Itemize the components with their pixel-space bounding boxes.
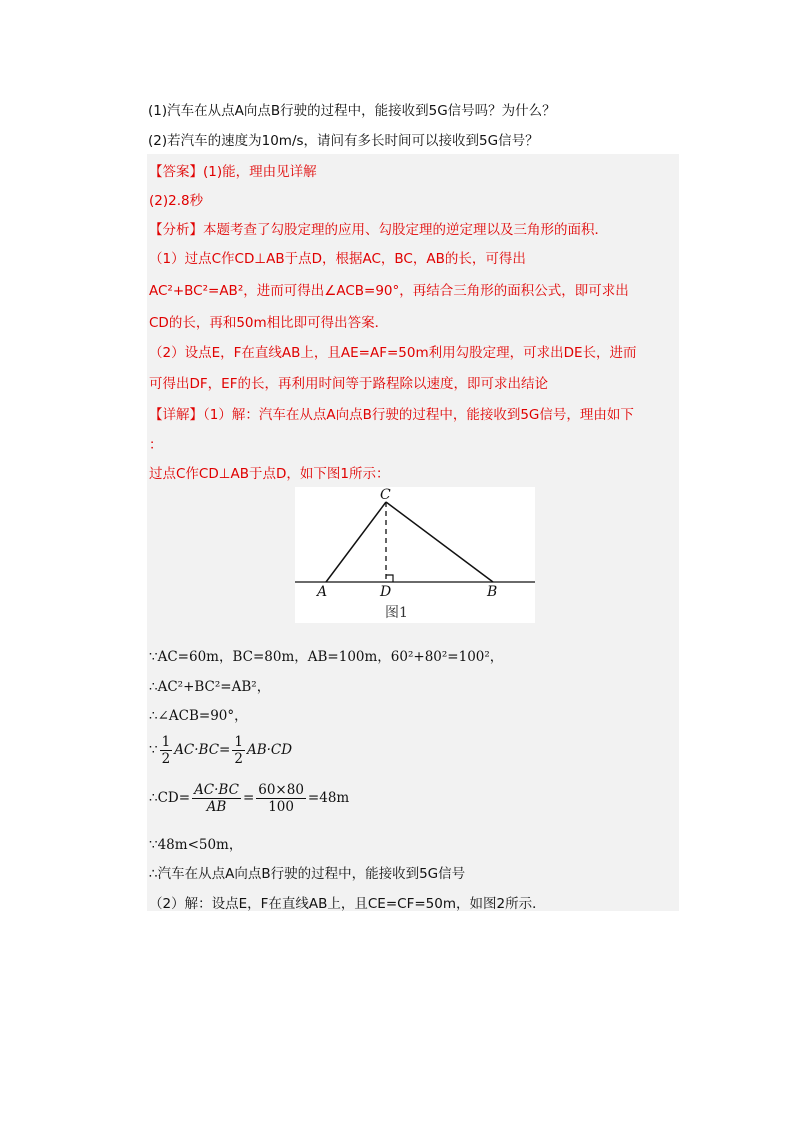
answer-line-1: 【答案】(1)能，理由见详解 [149, 164, 317, 180]
frac-num: 1 [234, 734, 243, 750]
frac-num: 1 [161, 734, 171, 750]
frac-den: 2 [234, 751, 243, 767]
frac-den: AB [206, 799, 227, 815]
label-a: A [317, 584, 328, 600]
label-b: B [487, 584, 498, 600]
analysis-p2-line2: 可得出DF，EF的长，再利用时间等于路程除以速度，即可求出结论 [149, 376, 548, 392]
step-4-mid: AC·BC= [174, 742, 231, 758]
answer-line-2: (2)2.8秒 [149, 193, 204, 209]
side-ac [326, 502, 386, 582]
triangle-diagram [295, 487, 535, 623]
fraction-half-2 [232, 734, 245, 767]
figure-caption: 图1 [385, 605, 408, 621]
right-angle-mark [386, 575, 393, 582]
analysis-p2-line1: （2）设点E，F在直线AB上，且AE=AF=50m利用勾股定理，可求出DE长，进而 [149, 345, 637, 361]
question-1: (1)汽车在从点A向点B行驶的过程中，能接收到5G信号吗？为什么？ [148, 103, 556, 119]
frac-den: 100 [268, 799, 294, 815]
step-5-end: =48m [307, 790, 350, 806]
analysis-intro: 【分析】本题考查了勾股定理的应用、勾股定理的逆定理以及三角形的面积． [149, 222, 608, 238]
fraction-cd-1 [192, 782, 241, 815]
step-4 [149, 734, 292, 767]
figure-1 [295, 487, 535, 623]
label-c: C [380, 487, 391, 503]
frac-num: 60×80 [258, 782, 304, 798]
step-5-eq: = [242, 790, 255, 806]
step-5-prefix: ∴CD= [149, 790, 191, 806]
detail-p1-line1: 【详解】（1）解：汽车在从点A向点B行驶的过程中，能接收到5G信号，理由如下 [149, 407, 634, 423]
step-5 [149, 782, 349, 815]
step-1: ∵AC=60m，BC=80m，AB=100m，60²+80²=100²， [149, 649, 504, 665]
detail-p1-line2: ： [149, 437, 163, 453]
step-3: ∴∠ACB=90°， [149, 708, 248, 724]
fraction-half-1 [160, 734, 173, 767]
frac-num: AC·BC [194, 782, 239, 798]
step-4-prefix: ∵ [149, 742, 158, 758]
analysis-p1-line2: AC²+BC²=AB²，进而可得出∠ACB=90°，再结合三角形的面积公式，即可求出 [149, 283, 629, 299]
side-bc [386, 502, 493, 582]
label-d: D [380, 584, 392, 600]
step-6: ∵48m<50m， [149, 837, 243, 853]
analysis-p1-line1: （1）过点C作CD⊥AB于点D，根据AC，BC，AB的长，可得出 [149, 251, 526, 267]
analysis-p1-line3: CD的长，再和50m相比即可得出答案． [149, 315, 389, 331]
question-2: (2)若汽车的速度为10m/s，请问有多长时间可以接收到5G信号？ [148, 133, 539, 149]
step-2: ∴AC²+BC²=AB²， [149, 679, 271, 695]
detail-p2: 过点C作CD⊥AB于点D，如下图1所示： [149, 466, 390, 482]
step-4-end: AB·CD [246, 742, 293, 758]
frac-den: 2 [161, 751, 171, 767]
fraction-cd-2 [256, 782, 306, 815]
step-8: （2）解：设点E，F在直线AB上，且CE=CF=50m，如图2所示． [149, 896, 546, 912]
step-7: ∴汽车在从点A向点B行驶的过程中，能接收到5G信号 [149, 866, 466, 882]
